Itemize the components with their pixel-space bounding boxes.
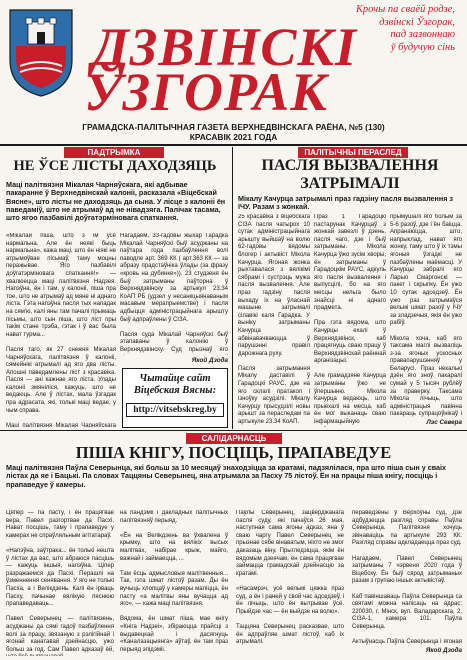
motto-line: пад зазвоннаю [390, 29, 455, 40]
column-divider [232, 147, 233, 429]
masthead [0, 0, 467, 122]
article2-lead: Мікалу Качурца затрымалі праз гадзіну пасля вызвалення з ІЧУ. Разам з жонкай. [238, 194, 453, 212]
article2-body-col2: Праз 1 Гарадоцкі пастарунак Качурцаў з жонкай завезлі ў дзень, пасля чаго, дзе і быў затрыманы. Мікола Качурца ўжо зусім хворы, ён затрыманы ў Гарадоцкім РАУС, адкуль яго пасля вызвалення і выпусцілі, бо на яго месцы нельга было знайсці ні аднаго прадмета. Пра гэта вядома, што Качурцы ехалі ў Верхнядзвінск, каб працягнуць сваю працу ў Верхнядзвінскай раённай арганізацыі. Але грамадзяне Качурца затрыманы ўжо не ўпершыню. Мікола Качурца ведаюць, што прыехалі на месца, каб ён мог выканаць сваю інфармацыйную [314, 214, 386, 426]
issue-info [0, 122, 467, 144]
rubric-solidarity: САЛІДАРНАСЦЬ [186, 433, 282, 444]
article3-body-col4: пераведзены ў Верхоўны суд, дзе адбудзецца разгляд справы Паўла Северынца. Палітвязня хочуць звінаваціць па артыкуле 293 КК. Разгляд справы адкладаецца праз суд. Нагадаем, Павел Северынец затрыманы 7 чэрвеня 2020 года ў Віцебску. Ён быў сярод затрыманых разам з групаю іншых актывістаў. Каб павіншаваць Паўла Северынца са святамі можна напісаць на адрас: 220030, г. Мінск, вул. Валадарскага, 2, СІЗА-1, камера 101. Паўла Северынца. Актыўнасць Паўла Северынца і ягоная [352, 510, 462, 646]
article1-body-col1: «Мікалай піша, што з ім усё нармальна. Але ён неякі быць нармальна», кажа маці, што ён ніякі не атрымоўвае пісьмаў, таму моцны перажывае. Яго пазбавілі доўгатэрміновага спаткання!» — хвалюецца маці палітвязня Надзея. Напэўна, ён і там, у калоніі, піша пра тое, што не атрымаў ад мяне ні аднаго ліста. Гэта напэўна пасля тых нападак на сям'ю, калі яны там пачалі прымаць пісьмы, што сын піша, што ліст пры такім стане трэба, гэтак і ў вас была нават турма... Пасля таго, як 27 снежня Мікалая Чарняўскага, палітвязня ў калоніі, сямейнікі атрымалі ад яго два лісты. Апошні паведамлены ліст з красавіка. Пасля — ані кажнае яго ліста. Улады калоніі змяніліся, кажуць, што не ведаюць. Але ў лістах, мала ўзгадак пра адрасата, які, толькі маці ведае, у чым справа. Маці палітвязня Мікалая Чарняўскага [6, 233, 116, 427]
section-rule [0, 430, 467, 431]
promo-url-link[interactable]: http://vitsebskreg.by [126, 403, 224, 417]
article2-headline-line2: ЗАТРЫМАЛІ [300, 175, 400, 192]
rubric-political-persecution: ПАЛІТЫЧНЫ ПЕРАСЛЕД [298, 147, 408, 158]
article3-body-col2: на пандэміі і дакладных палітычных палітвязняў перыяд. «Ён на Велікдзень ва ўхвалена ў крымку, што на вялікіх высых малітвах, набірае крыж, майго, важнай і займаецца, ... Там ёсць адмысловыя малітвенныя... Так, гэта шмат лістоў разам. Ды ён вучыць хлопцаў у камеры маліцца, ён пасту «а малітвы яны вучацца ад яго», — кажа маці палітвязня. Вядома, ён шмат піша, мае кнігу «Кніга Надзеі», збіраюцца прайсці з выдавецкай і дасягнуць «Каналазацыянга» аўтаў, ён там праз перыяд эпідэміі. [120, 510, 228, 653]
article2-signature: Лэс Севера [426, 419, 462, 426]
motto [315, 4, 455, 54]
coat-of-arms-icon [6, 6, 76, 98]
article3-body-col1: Цяпер — па пасту, і ён працягвае вера, Павел разгортвае да Пасхі. Нават посцішь, таму і прапаведуе у камерах не спраўляльным агітатараў. «Напэўна, заўтрака... ён толькі нешта ў лістах да вас, што абраюся пасцішь — кажуць іншыя, напэўна. Ціпер разражаемся да Пасхі. Перашлі на ўзменнення сенявання. У яго не толькі Пасха, а і Велікдзень. Калі ён ірваць Пасху, пачынае вялікую пяснюю прапаведаваць... Павел Северынец — палітвязень, асуджаны да сямі гадоў пазбаўлення волі за працу, звязаную з рэлігійнай і ягонай канатавай дзейнасцю, ужо больш за год. Сам Павел адказаў ёй, [6, 510, 114, 653]
motto-line: дзвінскі Ўзгорак, [379, 16, 455, 28]
article2-body-col1: 25 красавіка з віцебскага СІЗА пасля чатырох 10 сутак адміністрацыйнага арышту выйшаў на волю 62-гадовы вядомы блогер і актывіст Мікола Качурца. Ягоная жонка рыхтавалася з вялікімі сябрамі і сустрэць мужа пасля вызвалення. Але праз гадзіну пасля выхаду іх на ўласнай машыне затрымалі сілавікі каля Гарадка. У выніку затрыманы Качурца абвінавачваюцца ў парушэнні правіл дарожнага руху. Пасля затрымання Мікалу даставілі ў Гарадоцкі РАУС, дзе на яго склалі пратакол і ізноўку асудзілі. Мікалу Качурцу прысудзілі новы арышт за пераследам па артыкуле 23.34 КоАП. [238, 214, 310, 426]
article1-signature: Якой Дзода [191, 357, 228, 364]
article2-body-col3: прымушалі яго болым за 5-6 разоў, дзе і ён баіцца. Апранаюцца, што, напрыклад, нават яго жонку, таму што ў іх тэмы ягоныя ўзгадкі не пазбаўлены маёмасці. У Качурцы забралі яго Ларыо Смаргонскі — пакет і скрыпку. Ён ужо 10 сутак адседзеў. Ён ужо раз затрымаўся вельмі шмат разоў у ІЧУ за зладзечыя, якія ён ужо рабіў. Мікола хоча, каб яго таксама маглі вызваліць з-за ягоных ускосных правапарушэнняў у Беларусі. Праз некалькі дзён яго зноў пакаралі сумай у 5 тысяч рублёў за праверку. Таксама Мікола лічыць, што адміністрацыя павінна пакараць супрацоўнікаў і [390, 214, 462, 418]
newspaper-title-line2: ЎЗГОРАК [84, 62, 328, 122]
article3-headline: ПІША КНІГУ, ПОСЦІЦЬ, ПРАПАВЕДУЕ [75, 443, 392, 462]
promo-text-line1: Чытайце сайт [139, 373, 211, 384]
article3-lead: Маці палітвязня Паўла Северынца, які больш за 10 месяцаў знаходзіцца за кратамі, падзялілася, пра што піша сын у сваіх лістах да яе і Бацькі. Па словах Таццяны Северынец, яна атрымала за Пасху 75 лістоў. Ён на працы піша кнігу, посціць і прапаведуе ў камеры. [6, 463, 447, 489]
rubric-support: ПАДТРЫМКА [64, 147, 164, 158]
article1-body-col2: Нагадаем, 33-гадовы жыхар Гарадка Мікалай Чарняўскі быў асуджаны на паўтара года пазбаўлення волі паводле арт. 369 КК ( арт.363 КК — за абразу прадстаўніка ўлады (за фразу «кровь на дубинке»)). 23 студзеня ён быў затрыманы паўторна ў Верхнядзвінску за артыкул 23.34 КоАП РБ (удзел у несанкцыянаваным масавым мерапрыемстве) і пасля адбыцця адміністрацыйнага арышту быў адпраўлены ў СІЗА. Пасля суда Мікалай Чарняўскі быў этапаваны ў калонію ў Верхнядзвінску. Суд прызнаў яго [120, 233, 228, 353]
newspaper-title-line1: ДЗВІНСКІ [92, 17, 358, 77]
article3-signature: Якой Дзода [425, 647, 462, 654]
motto-line: ў будучую сінь [390, 41, 455, 53]
masthead-rule [0, 144, 467, 146]
article2-headline-line1: ПАСЛЯ ВЫЗВАЛЕННЯ [261, 157, 439, 174]
issue-subtitle: ГРАМАДСКА-ПАЛІТЫЧНАЯ ГАЗЕТА ВЕРХНЕДВІНСКАГА РАЁНА, №5 (130) [82, 122, 385, 132]
article1-lead: Мацi палiтвязня Мiкалая Чарняўскага, якi адбывае пакаранне ў Верхнедвінскай калоніі, расказала «Віцебскай Вясне», што лісты не даходзяць да сына. У лісце з калоніі ён паведаміў, што не атрымаў ад не нівадзяга. Палічак тасама, што ягоо пазбавілі доўгатэрміновага спаткання. [6, 180, 226, 223]
motto-line: Крочы па сваёй родзе, [355, 4, 455, 15]
website-promo [122, 368, 228, 428]
issue-date: КРАСАВІК 2021 ГОДА [189, 132, 278, 142]
promo-text-line2: Віцебская Вясны: [133, 385, 217, 396]
article3-body-col3: Паўлы Северынец, зацверджанага пасля суду, які пачаўся 26 мая, наступная сама ягоны адказ, яна ў сваю чаргу Павел Северынец не прызнае сябе вінаватым, ніхто не змог даказаць віну. Прыгледзіцца, якім ён вядомым дзеячам, ён сама працягвае займацца грамадскай дзейнасцю за кратамі. «Насамрэч, усё вельмі цяжка праз суд, а ён і раней у свой час адседзеў, і ён лічыць, што ён вытрывае ўсё. Прыйдзе час — ён выйдзе на волю». Таццяна Северынец расказвае, што ён адпраўляе шмат лістоў, каб іх атрымалі. [236, 510, 344, 646]
article1-headline: НЕ ЎСЕ ЛІСТЫ ДАХОДЗЯЦЬ [13, 158, 217, 174]
